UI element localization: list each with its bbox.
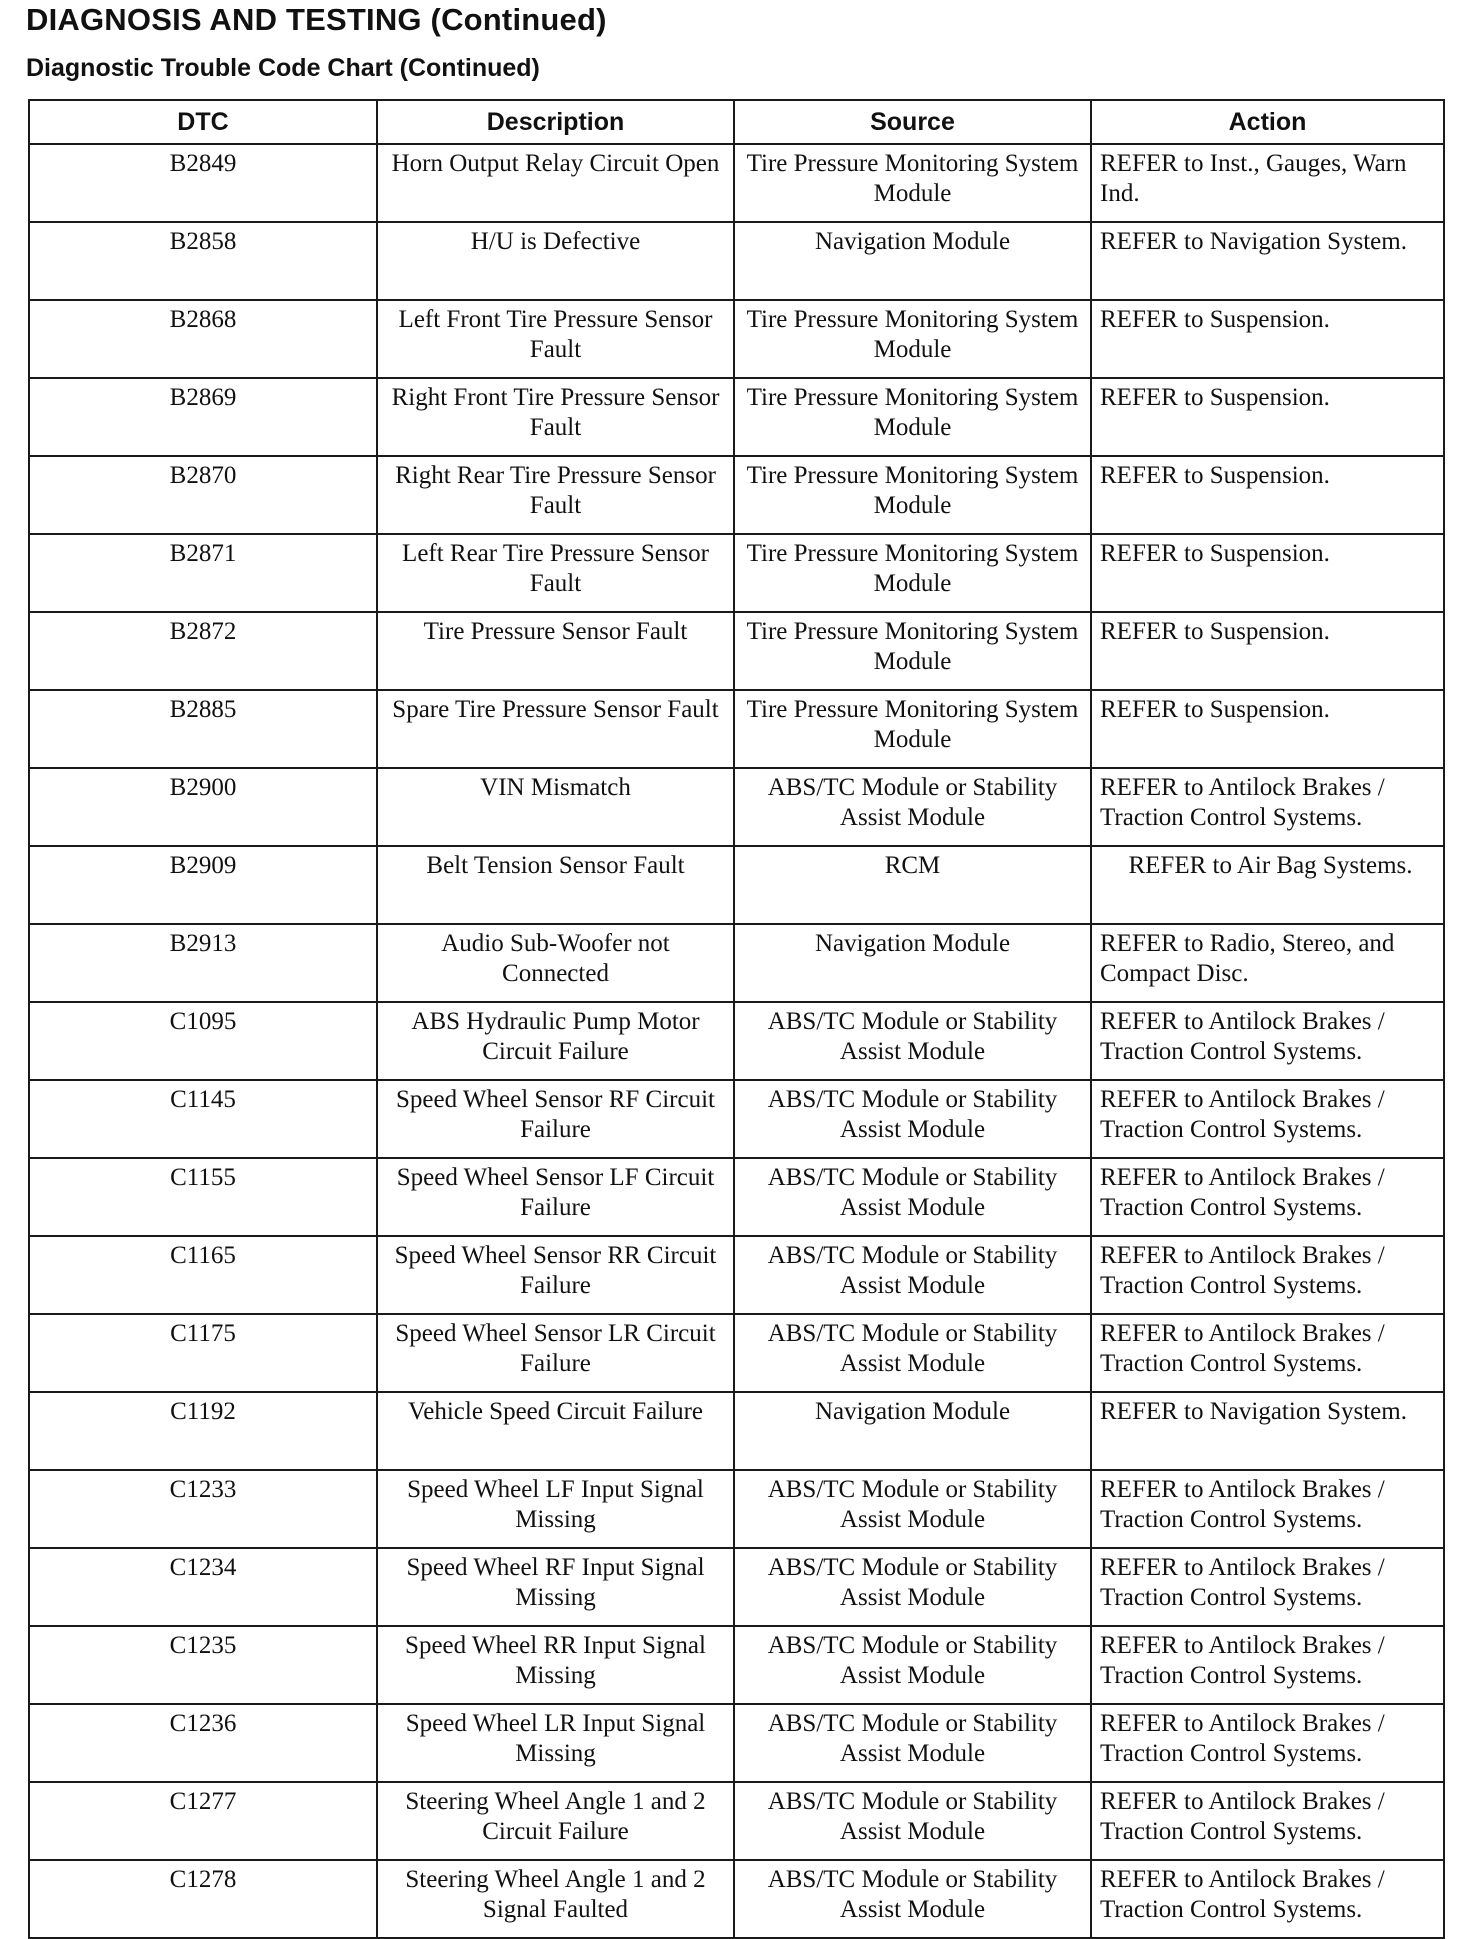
- description-cell: Speed Wheel Sensor LR Circuit Failure: [377, 1314, 734, 1392]
- source-cell: ABS/TC Module or Stability Assist Module: [734, 1782, 1091, 1860]
- source-cell: ABS/TC Module or Stability Assist Module: [734, 1158, 1091, 1236]
- action-cell: REFER to Suspension.: [1091, 612, 1444, 690]
- source-cell: Tire Pressure Monitoring System Module: [734, 300, 1091, 378]
- description-cell: Tire Pressure Sensor Fault: [377, 612, 734, 690]
- description-cell: Speed Wheel Sensor RR Circuit Failure: [377, 1236, 734, 1314]
- action-cell: REFER to Air Bag Systems.: [1091, 846, 1444, 924]
- table-body: [29, 144, 1444, 1938]
- description-cell: Speed Wheel Sensor LF Circuit Failure: [377, 1158, 734, 1236]
- source-cell: Tire Pressure Monitoring System Module: [734, 534, 1091, 612]
- action-cell: REFER to Suspension.: [1091, 690, 1444, 768]
- table-row: [29, 222, 1444, 300]
- description-cell: Speed Wheel Sensor RF Circuit Failure: [377, 1080, 734, 1158]
- column-header-action: Action: [1091, 100, 1444, 144]
- source-cell: Navigation Module: [734, 924, 1091, 1002]
- table-row: [29, 1236, 1444, 1314]
- source-cell: ABS/TC Module or Stability Assist Module: [734, 1704, 1091, 1782]
- source-cell: ABS/TC Module or Stability Assist Module: [734, 1860, 1091, 1938]
- source-cell: ABS/TC Module or Stability Assist Module: [734, 1626, 1091, 1704]
- description-cell: Steering Wheel Angle 1 and 2 Circuit Failure: [377, 1782, 734, 1860]
- source-cell: Tire Pressure Monitoring System Module: [734, 690, 1091, 768]
- dtc-cell: C1235: [29, 1626, 377, 1704]
- table-row: [29, 1080, 1444, 1158]
- table-row: [29, 612, 1444, 690]
- action-cell: REFER to Inst., Gauges, Warn Ind.: [1091, 144, 1444, 222]
- table-row: [29, 534, 1444, 612]
- table-row: [29, 768, 1444, 846]
- description-cell: Speed Wheel RR Input Signal Missing: [377, 1626, 734, 1704]
- dtc-cell: B2869: [29, 378, 377, 456]
- column-header-description: Description: [377, 100, 734, 144]
- action-cell: REFER to Antilock Brakes / Traction Control Systems.: [1091, 1626, 1444, 1704]
- dtc-cell: B2872: [29, 612, 377, 690]
- dtc-cell: C1278: [29, 1860, 377, 1938]
- action-cell: REFER to Navigation System.: [1091, 222, 1444, 300]
- table-row: [29, 1860, 1444, 1938]
- description-cell: Spare Tire Pressure Sensor Fault: [377, 690, 734, 768]
- action-cell: REFER to Antilock Brakes / Traction Control Systems.: [1091, 1002, 1444, 1080]
- source-cell: Tire Pressure Monitoring System Module: [734, 378, 1091, 456]
- description-cell: Speed Wheel RF Input Signal Missing: [377, 1548, 734, 1626]
- table-row: [29, 1548, 1444, 1626]
- page-heading: DIAGNOSIS AND TESTING (Continued): [26, 2, 607, 37]
- source-cell: Tire Pressure Monitoring System Module: [734, 612, 1091, 690]
- column-header-source: Source: [734, 100, 1091, 144]
- table-row: [29, 1158, 1444, 1236]
- description-cell: Speed Wheel LF Input Signal Missing: [377, 1470, 734, 1548]
- dtc-cell: C1175: [29, 1314, 377, 1392]
- description-cell: Right Front Tire Pressure Sensor Fault: [377, 378, 734, 456]
- source-cell: RCM: [734, 846, 1091, 924]
- description-cell: Left Rear Tire Pressure Sensor Fault: [377, 534, 734, 612]
- action-cell: REFER to Suspension.: [1091, 378, 1444, 456]
- dtc-cell: B2870: [29, 456, 377, 534]
- description-cell: Left Front Tire Pressure Sensor Fault: [377, 300, 734, 378]
- dtc-cell: C1192: [29, 1392, 377, 1470]
- table-row: [29, 1470, 1444, 1548]
- source-cell: ABS/TC Module or Stability Assist Module: [734, 1080, 1091, 1158]
- action-cell: REFER to Suspension.: [1091, 534, 1444, 612]
- chart-title: Diagnostic Trouble Code Chart (Continued): [26, 54, 540, 82]
- dtc-cell: B2871: [29, 534, 377, 612]
- dtc-cell: C1234: [29, 1548, 377, 1626]
- source-cell: ABS/TC Module or Stability Assist Module: [734, 1548, 1091, 1626]
- description-cell: Steering Wheel Angle 1 and 2 Signal Faulted: [377, 1860, 734, 1938]
- action-cell: REFER to Navigation System.: [1091, 1392, 1444, 1470]
- table-row: [29, 1314, 1444, 1392]
- dtc-cell: B2885: [29, 690, 377, 768]
- dtc-cell: C1233: [29, 1470, 377, 1548]
- description-cell: Speed Wheel LR Input Signal Missing: [377, 1704, 734, 1782]
- description-cell: Vehicle Speed Circuit Failure: [377, 1392, 734, 1470]
- table-row: [29, 1704, 1444, 1782]
- table-row: [29, 1626, 1444, 1704]
- source-cell: ABS/TC Module or Stability Assist Module: [734, 1314, 1091, 1392]
- table-row: [29, 378, 1444, 456]
- action-cell: REFER to Radio, Stereo, and Compact Disc.: [1091, 924, 1444, 1002]
- dtc-cell: B2858: [29, 222, 377, 300]
- source-cell: ABS/TC Module or Stability Assist Module: [734, 1236, 1091, 1314]
- table-row: [29, 846, 1444, 924]
- action-cell: REFER to Antilock Brakes / Traction Control Systems.: [1091, 1236, 1444, 1314]
- source-cell: Navigation Module: [734, 222, 1091, 300]
- action-cell: REFER to Antilock Brakes / Traction Control Systems.: [1091, 1080, 1444, 1158]
- dtc-cell: C1155: [29, 1158, 377, 1236]
- action-cell: REFER to Antilock Brakes / Traction Control Systems.: [1091, 768, 1444, 846]
- dtc-cell: B2868: [29, 300, 377, 378]
- source-cell: Navigation Module: [734, 1392, 1091, 1470]
- table-row: [29, 144, 1444, 222]
- action-cell: REFER to Antilock Brakes / Traction Control Systems.: [1091, 1548, 1444, 1626]
- description-cell: Horn Output Relay Circuit Open: [377, 144, 734, 222]
- dtc-cell: B2909: [29, 846, 377, 924]
- action-cell: REFER to Suspension.: [1091, 456, 1444, 534]
- table-row: [29, 1392, 1444, 1470]
- action-cell: REFER to Suspension.: [1091, 300, 1444, 378]
- dtc-cell: B2849: [29, 144, 377, 222]
- description-cell: Right Rear Tire Pressure Sensor Fault: [377, 456, 734, 534]
- dtc-cell: B2900: [29, 768, 377, 846]
- action-cell: REFER to Antilock Brakes / Traction Control Systems.: [1091, 1860, 1444, 1938]
- action-cell: REFER to Antilock Brakes / Traction Control Systems.: [1091, 1704, 1444, 1782]
- source-cell: ABS/TC Module or Stability Assist Module: [734, 768, 1091, 846]
- dtc-cell: C1236: [29, 1704, 377, 1782]
- table-row: [29, 1782, 1444, 1860]
- action-cell: REFER to Antilock Brakes / Traction Control Systems.: [1091, 1158, 1444, 1236]
- source-cell: Tire Pressure Monitoring System Module: [734, 144, 1091, 222]
- action-cell: REFER to Antilock Brakes / Traction Control Systems.: [1091, 1470, 1444, 1548]
- table-row: [29, 300, 1444, 378]
- description-cell: Audio Sub-Woofer not Connected: [377, 924, 734, 1002]
- source-cell: ABS/TC Module or Stability Assist Module: [734, 1470, 1091, 1548]
- description-cell: ABS Hydraulic Pump Motor Circuit Failure: [377, 1002, 734, 1080]
- action-cell: REFER to Antilock Brakes / Traction Control Systems.: [1091, 1782, 1444, 1860]
- table-row: [29, 690, 1444, 768]
- table-row: [29, 456, 1444, 534]
- action-cell: REFER to Antilock Brakes / Traction Control Systems.: [1091, 1314, 1444, 1392]
- source-cell: ABS/TC Module or Stability Assist Module: [734, 1002, 1091, 1080]
- description-cell: H/U is Defective: [377, 222, 734, 300]
- source-cell: Tire Pressure Monitoring System Module: [734, 456, 1091, 534]
- dtc-cell: B2913: [29, 924, 377, 1002]
- table-row: [29, 1002, 1444, 1080]
- description-cell: VIN Mismatch: [377, 768, 734, 846]
- dtc-cell: C1165: [29, 1236, 377, 1314]
- description-cell: Belt Tension Sensor Fault: [377, 846, 734, 924]
- dtc-cell: C1095: [29, 1002, 377, 1080]
- header-row: [29, 100, 1444, 144]
- dtc-cell: C1145: [29, 1080, 377, 1158]
- table-row: [29, 924, 1444, 1002]
- column-header-dtc: DTC: [29, 100, 377, 144]
- dtc-cell: C1277: [29, 1782, 377, 1860]
- dtc-table: [28, 99, 1445, 1939]
